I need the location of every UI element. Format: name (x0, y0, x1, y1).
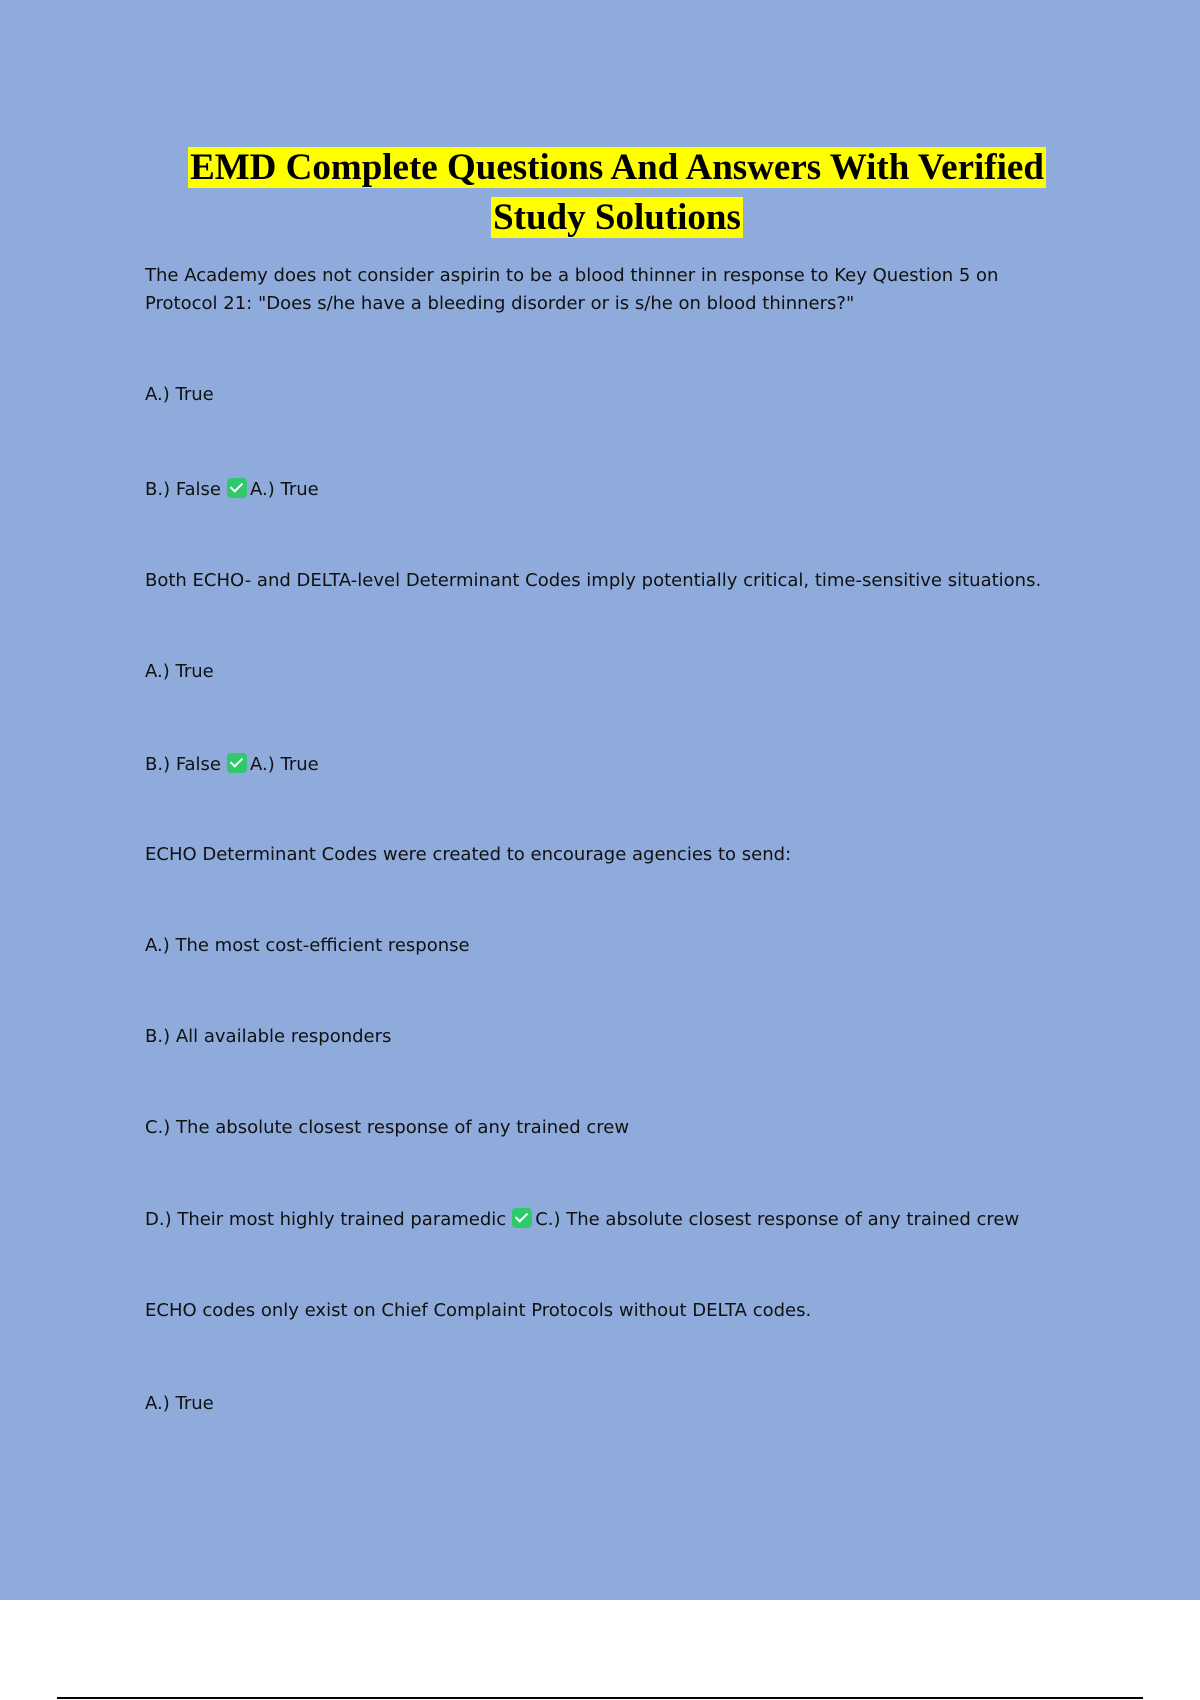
option-text: D.) Their most highly trained paramedic (145, 1209, 507, 1230)
option-text: B.) False (145, 754, 221, 775)
option-text: A.) True (145, 661, 214, 682)
option-q1-b (145, 476, 1075, 504)
option-text: A.) True (145, 1393, 214, 1414)
footer-divider (57, 1697, 1143, 1699)
correct-answer: A.) True (250, 479, 319, 500)
option-q3-b (145, 1023, 1075, 1051)
option-text: A.) The most cost-efficient response (145, 935, 470, 956)
check-mark-icon (227, 753, 247, 773)
title-line-2: Study Solutions (493, 197, 741, 238)
option-text: C.) The absolute closest response of any trained crew (145, 1117, 630, 1138)
check-mark-icon (512, 1208, 532, 1228)
option-q4-a (145, 1390, 1075, 1418)
question-2: Both ECHO- and DELTA-level Determinant Codes imply potentially critical, time-sensitive situations. (145, 570, 1042, 591)
question-4: ECHO codes only exist on Chief Complaint Protocols without DELTA codes. (145, 1300, 812, 1321)
option-q3-a (145, 932, 1075, 960)
question-3: ECHO Determinant Codes were created to encourage agencies to send: (145, 844, 792, 865)
option-text: B.) All available responders (145, 1026, 392, 1047)
option-q1-a (145, 381, 1075, 409)
title-line-1: EMD Complete Questions And Answers With Verified (190, 147, 1044, 188)
correct-answer: C.) The absolute closest response of any trained crew (535, 1209, 1020, 1230)
option-q2-b (145, 751, 1075, 779)
option-text: A.) True (145, 384, 214, 405)
correct-answer: A.) True (250, 754, 319, 775)
option-q2-a (145, 658, 1075, 686)
option-text: B.) False (145, 479, 221, 500)
question-1: The Academy does not consider aspirin to be a blood thinner in response to Key Question 5 on Protocol 21: "Does s/he have a bleeding disorder or is s/he on blood thinners?" (145, 265, 999, 314)
option-q3-d (145, 1206, 1075, 1234)
option-q3-c (145, 1114, 1075, 1142)
document-title (130, 143, 1104, 243)
check-mark-icon (227, 478, 247, 498)
